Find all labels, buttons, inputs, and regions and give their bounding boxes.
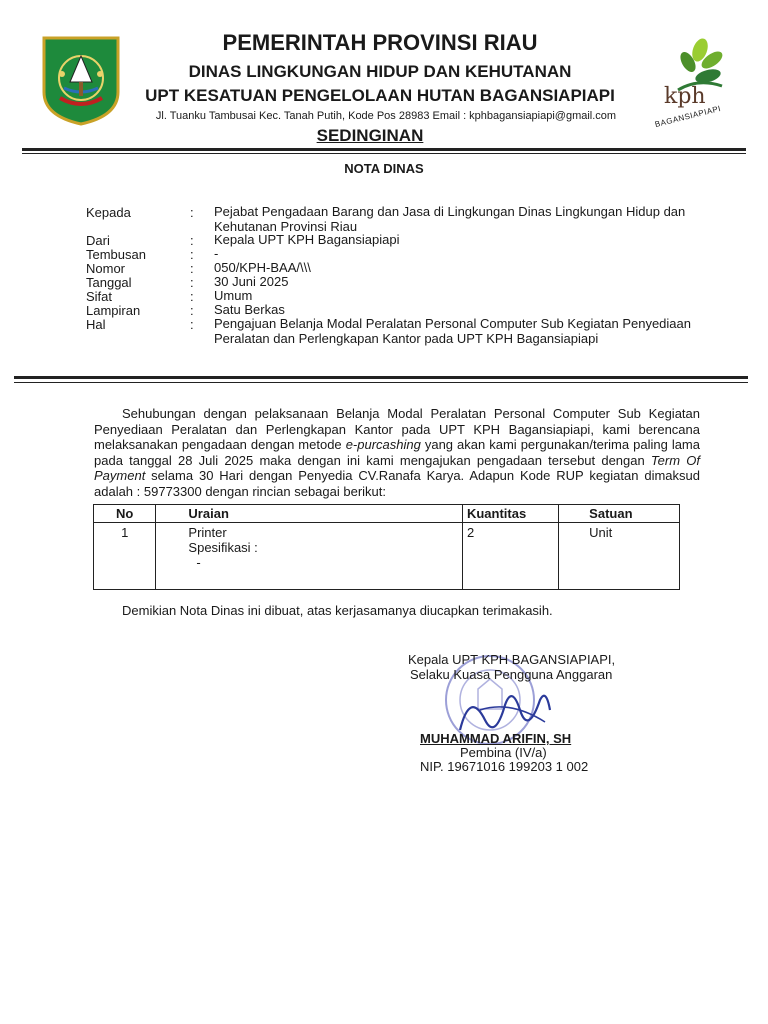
- signatory-rank: Pembina (IV/a): [460, 745, 547, 760]
- letterhead-rule: [22, 148, 746, 151]
- signatory-position-2: Selaku Kuasa Pengguna Anggaran: [410, 667, 613, 682]
- item-spec-label: Spesifikasi :: [188, 540, 258, 555]
- meta-colon: :: [190, 317, 194, 332]
- table-cell-satuan: Unit: [559, 523, 680, 590]
- kph-logo-subtext: BAGANSIAPIAPI: [653, 103, 722, 130]
- table-cell-no: 1: [94, 523, 156, 590]
- meta-label-nomor: Nomor: [86, 261, 126, 276]
- meta-colon: :: [190, 247, 194, 262]
- letterhead-line-2: DINAS LINGKUNGAN HIDUP DAN KEHUTANAN: [188, 62, 572, 81]
- meta-value-sifat: Umum: [214, 288, 253, 303]
- document-title: NOTA DINAS: [344, 161, 424, 176]
- meta-colon: :: [190, 205, 194, 220]
- table-header-uraian: Uraian: [156, 505, 463, 523]
- signatory-position-1: Kepala UPT KPH BAGANSIAPIAPI,: [408, 652, 616, 667]
- section-rule-thin: [14, 382, 748, 383]
- kph-logo-text: kph: [664, 84, 706, 109]
- meta-label-dari: Dari: [86, 233, 110, 248]
- body-text-emphasis-1: e-purcashing: [345, 437, 421, 452]
- body-text-part-1: Sehubungan dengan pelaksanaan Belanja Modal Peralatan Personal Computer Sub Kegiatan Penyediaan Peralatan dan Perlengkapan Kantor pada UPT KPH Bagansiapiapi, kami berencana melaksanakan pengadaan dengan metode: [94, 406, 700, 452]
- table-header-satuan: Satuan: [559, 505, 680, 523]
- meta-colon: :: [190, 261, 194, 276]
- meta-value-kepada: Pejabat Pengadaan Barang dan Jasa di Lingkungan Dinas Lingkungan Hidup dan Kehutanan Provinsi Riau: [214, 204, 686, 234]
- body-text-part-3: selama 30 Hari dengan Penyedia CV.Ranafa Karya. Adapun Kode RUP kegiatan dimaksud adalah : 59773300 dengan rincian sebagai berikut:: [94, 468, 700, 499]
- kph-logo: [648, 34, 738, 130]
- body-text-part-2: yang akan kami pergunakan/terima paling lama pada tanggal 28 Juli 2025 maka dengan ini kami mengajukan pengadaan tersebut dengan: [94, 437, 700, 468]
- letterhead-address: Jl. Tuanku Tambusai Kec. Tanah Putih, Kode Pos 28983 Email : kphbagansiapiapi@gmail.com: [155, 110, 617, 122]
- meta-colon: :: [190, 275, 194, 290]
- letterhead-city: SEDINGINAN: [316, 126, 424, 145]
- meta-value-tanggal: 30 Juni 2025: [214, 274, 289, 289]
- meta-label-tanggal: Tanggal: [86, 275, 132, 290]
- meta-colon: :: [190, 233, 194, 248]
- closing-sentence: Demikian Nota Dinas ini dibuat, atas kerjasamanya diucapkan terimakasih.: [122, 603, 553, 618]
- meta-label-tembusan: Tembusan: [86, 247, 146, 262]
- signatory-name: MUHAMMAD ARIFIN, SH: [420, 731, 572, 746]
- meta-colon: :: [190, 303, 194, 318]
- item-spec-value: -: [196, 555, 201, 570]
- items-table: [93, 504, 680, 590]
- letterhead-line-3: UPT KESATUAN PENGELOLAAN HUTAN BAGANSIAPIAPI: [145, 86, 615, 105]
- meta-value-nomor: 050/KPH-BAA/\\\: [214, 260, 311, 275]
- table-header-row: [94, 505, 680, 523]
- meta-label-sifat: Sifat: [86, 289, 113, 304]
- meta-label-lampiran: Lampiran: [86, 303, 141, 318]
- table-cell-kuantitas: 2: [462, 523, 558, 590]
- province-emblem-logo: [40, 34, 122, 126]
- table-cell-uraian: [156, 523, 463, 590]
- meta-label-hal: Hal: [86, 317, 106, 332]
- meta-value-hal: Pengajuan Belanja Modal Peralatan Personal Computer Sub Kegiatan Penyediaan Peralatan dan Perlengkapan Kantor pada UPT KPH Bagansiapiapi: [214, 316, 691, 346]
- meta-value-dari: Kepala UPT KPH Bagansiapiapi: [214, 232, 400, 247]
- meta-label-kepada: Kepada: [86, 205, 131, 220]
- body-text-emphasis-2: Term Of Payment: [94, 452, 700, 483]
- table-row: [94, 523, 680, 590]
- meta-value-lampiran: Satu Berkas: [214, 302, 285, 317]
- meta-value-tembusan: -: [214, 246, 219, 261]
- meta-colon: :: [190, 289, 194, 304]
- table-header-kuantitas: Kuantitas: [462, 505, 558, 523]
- signatory-nip: NIP. 19671016 199203 1 002: [420, 759, 589, 774]
- body-paragraph: [94, 406, 700, 499]
- item-name: Printer: [188, 525, 227, 540]
- letterhead-rule-thin: [22, 153, 746, 154]
- table-header-no: No: [94, 505, 156, 523]
- letterhead-line-1: PEMERINTAH PROVINSI RIAU: [222, 30, 538, 55]
- section-rule: [14, 376, 748, 379]
